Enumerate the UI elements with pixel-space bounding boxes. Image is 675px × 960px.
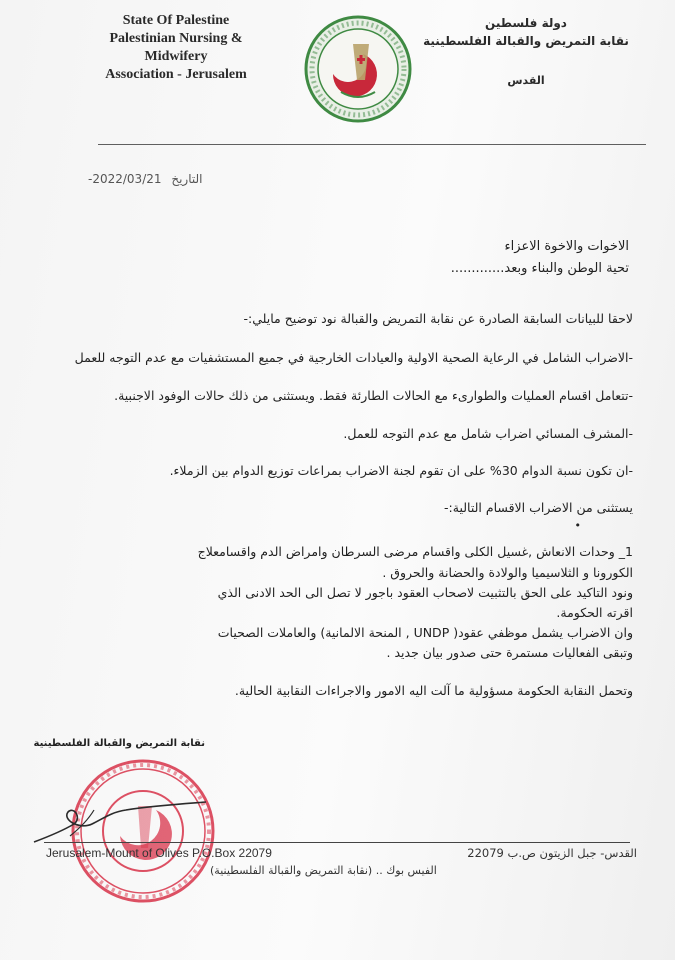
english-letterhead [92, 12, 260, 84]
body-line: -تتعامل اقسام العمليات والطوارىء مع الحالات الطارئة فقط. ويستثنى من ذلك حالات الوفود الاجنبية. [114, 388, 633, 403]
body-line: ونود التاكيد على الحق بالتثبيت لاصحاب العقود باجور لا تصل الى الحد الادنى الذي [217, 585, 633, 600]
body-line: وتحمل النقابة الحكومة مسؤولية ما آلت اليه الامور والاجراءات النقابية الحالية. [234, 683, 633, 698]
letterhead-en-line: Palestinian Nursing & [109, 31, 243, 46]
greeting-line: الاخوات والاخوة الاعزاء [504, 239, 629, 254]
greeting [209, 236, 629, 280]
letterhead-en-line: Midwifery [144, 49, 208, 64]
footer-address-ar: القدس- جبل الزيتون ص.ب 22079 [467, 846, 637, 860]
handwritten-signature [30, 790, 210, 850]
body-line: -ان تكون نسبة الدوام 30% على ان تقوم لجنة الاضراب بمراعات توزيع الدوام بين الزملاء. [169, 463, 633, 478]
footer-address-en: Jerusalem-Mount of Olives P.O.Box 22079 [46, 846, 272, 860]
letterhead-en-line: State Of Palestine [122, 13, 230, 28]
association-logo [303, 14, 413, 124]
letterhead-ar-city: القدس [507, 74, 545, 87]
body-line: -المشرف المسائي اضراب شامل مع عدم التوجه للعمل. [343, 426, 633, 441]
body-bullet: • [574, 519, 581, 532]
body-line: يستثنى من الاضراب الاقسام التالية:- [444, 500, 633, 515]
body-line: -الاضراب الشامل في الرعاية الصحية الاولية والعيادات الخارجية في جميع المستشفيات مع عدم التوجه للعمل [74, 350, 633, 365]
body-line: اقرته الحكومة. [556, 605, 633, 620]
header-divider [98, 144, 646, 145]
date-label: التاريخ [171, 172, 203, 186]
arabic-letterhead [411, 14, 641, 90]
letterhead-en-line: Association - Jerusalem [105, 67, 247, 82]
body-line: 1_ وحدات الانعاش ,غسيل الكلى واقسام مرضى السرطان وامراض الدم واقسامعلاج [197, 544, 633, 559]
letterhead-ar-line: نقابة التمريض والقبالة الفلسطينية [423, 34, 629, 48]
body-line: وتبقى الفعاليات مستمرة حتى صدور بيان جديد . [386, 645, 633, 660]
greeting-line: تحية الوطن والبناء وبعد............. [450, 261, 629, 276]
date-line [88, 172, 203, 186]
body-line: الكورونا و الثلاسيميا والولادة والحضانة والحروق . [382, 565, 633, 580]
date-value: 2022/03/21- [88, 172, 162, 186]
footer-facebook: الفيس بوك .. (نقابة التمريض والقبالة الفلسطينية) [210, 864, 437, 877]
body-line: وان الاضراب يشمل موظفي عقود( UNDP , المنحة الالمانية) والعاملات الصحيات [217, 625, 633, 640]
body-line: لاحقا للبيانات السابقة الصادرة عن نقابة التمريض والقبالة نود توضيح مايلي:- [243, 311, 633, 326]
footer-divider [44, 842, 630, 843]
signature-label: نقابة التمريض والقبالة الفلسطينية [33, 738, 205, 749]
letterhead-ar-line: دولة فلسطين [485, 16, 567, 30]
